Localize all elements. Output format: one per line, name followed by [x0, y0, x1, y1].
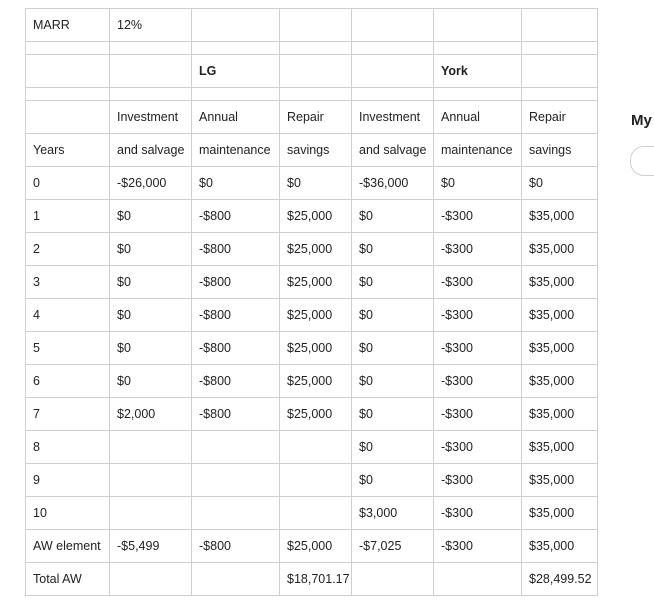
table-cell[interactable]: $35,000 — [522, 233, 598, 266]
table-cell[interactable]: $0 — [110, 365, 192, 398]
table-row — [26, 200, 598, 233]
empty-cell — [434, 88, 522, 101]
table-row — [26, 497, 598, 530]
table-cell[interactable]: -$300 — [434, 530, 522, 563]
table-row — [26, 365, 598, 398]
table-cell[interactable]: -$800 — [192, 365, 280, 398]
side-panel-button[interactable] — [630, 146, 654, 176]
table-row — [26, 233, 598, 266]
group-title-row — [26, 55, 598, 88]
table-cell[interactable]: $0 — [192, 167, 280, 200]
empty-cell — [110, 88, 192, 101]
empty-cell — [352, 42, 434, 55]
table-cell[interactable]: $35,000 — [522, 464, 598, 497]
table-cell[interactable]: $35,000 — [522, 200, 598, 233]
table-cell[interactable]: $0 — [352, 365, 434, 398]
empty-cell[interactable] — [192, 9, 280, 42]
table-cell[interactable]: $0 — [352, 233, 434, 266]
header-row-1 — [26, 101, 598, 134]
table-cell[interactable]: 2 — [26, 233, 110, 266]
table-cell[interactable]: -$300 — [434, 233, 522, 266]
side-panel-label: My — [631, 112, 652, 129]
table-cell[interactable]: $35,000 — [522, 365, 598, 398]
table-cell[interactable]: -$36,000 — [352, 167, 434, 200]
table-cell[interactable]: $28,499.52 — [522, 563, 598, 596]
table-cell[interactable]: $25,000 — [280, 266, 352, 299]
spreadsheet-table — [25, 8, 598, 596]
table-cell[interactable]: 8 — [26, 431, 110, 464]
table-cell[interactable] — [192, 497, 280, 530]
table-cell[interactable]: $35,000 — [522, 431, 598, 464]
table-cell[interactable]: $0 — [280, 167, 352, 200]
table-row — [26, 398, 598, 431]
table-cell[interactable]: -$800 — [192, 266, 280, 299]
york-group-title[interactable]: York — [434, 55, 522, 88]
table-cell[interactable]: $0 — [352, 266, 434, 299]
table-cell[interactable]: -$800 — [192, 530, 280, 563]
table-cell[interactable]: $18,701.17 — [280, 563, 352, 596]
table-cell[interactable]: 4 — [26, 299, 110, 332]
table-body — [26, 9, 598, 167]
table-cell[interactable]: $0 — [110, 200, 192, 233]
table-cell[interactable]: $25,000 — [280, 233, 352, 266]
header-cell[interactable]: Years — [26, 134, 110, 167]
empty-cell[interactable] — [352, 9, 434, 42]
marr-row — [26, 9, 598, 42]
table-cell[interactable]: -$300 — [434, 497, 522, 530]
table-cell[interactable]: -$800 — [192, 398, 280, 431]
empty-cell[interactable] — [280, 55, 352, 88]
table-cell[interactable]: -$800 — [192, 233, 280, 266]
table-cell[interactable]: $35,000 — [522, 497, 598, 530]
empty-cell — [434, 42, 522, 55]
table-cell[interactable]: -$300 — [434, 200, 522, 233]
empty-cell[interactable] — [352, 55, 434, 88]
header-cell[interactable]: Repair — [280, 101, 352, 134]
lg-group-title[interactable]: LG — [192, 55, 280, 88]
header-cell[interactable]: Repair — [522, 101, 598, 134]
empty-cell — [192, 42, 280, 55]
empty-cell — [110, 42, 192, 55]
table-cell[interactable]: $0 — [434, 167, 522, 200]
table-cell[interactable]: AW element — [26, 530, 110, 563]
table-row — [26, 464, 598, 497]
table-cell[interactable]: Total AW — [26, 563, 110, 596]
table-cell[interactable]: -$800 — [192, 332, 280, 365]
footer-text-fragment — [25, 590, 605, 602]
table-cell[interactable]: $0 — [352, 431, 434, 464]
table-cell[interactable]: -$300 — [434, 266, 522, 299]
table-cell[interactable]: -$26,000 — [110, 167, 192, 200]
table-cell[interactable]: $0 — [110, 299, 192, 332]
empty-cell — [26, 88, 110, 101]
table-cell[interactable] — [280, 497, 352, 530]
empty-cell — [26, 42, 110, 55]
empty-cell — [280, 42, 352, 55]
table-cell[interactable]: $3,000 — [352, 497, 434, 530]
header-cell[interactable]: Annual — [192, 101, 280, 134]
table-cell[interactable]: 1 — [26, 200, 110, 233]
table-row — [26, 167, 598, 200]
table-cell[interactable] — [110, 497, 192, 530]
table-cell[interactable]: -$300 — [434, 365, 522, 398]
marr-value-cell[interactable]: 12% — [110, 9, 192, 42]
table-cell[interactable]: 7 — [26, 398, 110, 431]
data-rows — [26, 167, 598, 596]
table-cell[interactable]: $25,000 — [280, 530, 352, 563]
empty-cell — [522, 88, 598, 101]
separator-row — [26, 88, 598, 101]
table-cell[interactable] — [192, 464, 280, 497]
table-cell[interactable]: $35,000 — [522, 266, 598, 299]
table-cell[interactable]: 6 — [26, 365, 110, 398]
table-cell[interactable]: $35,000 — [522, 530, 598, 563]
table-row — [26, 266, 598, 299]
header-cell[interactable]: maintenance — [434, 134, 522, 167]
table-cell[interactable]: $25,000 — [280, 200, 352, 233]
empty-cell[interactable] — [26, 55, 110, 88]
table-row — [26, 299, 598, 332]
table-cell[interactable]: $2,000 — [110, 398, 192, 431]
table-cell[interactable]: 9 — [26, 464, 110, 497]
table-cell[interactable]: $35,000 — [522, 299, 598, 332]
table-row — [26, 332, 598, 365]
empty-cell — [352, 88, 434, 101]
empty-cell — [280, 88, 352, 101]
table-cell[interactable]: $0 — [352, 464, 434, 497]
table-cell[interactable] — [280, 464, 352, 497]
header-cell[interactable]: Investment — [352, 101, 434, 134]
table-cell[interactable]: 5 — [26, 332, 110, 365]
table-cell[interactable]: -$300 — [434, 464, 522, 497]
table-cell[interactable]: $0 — [110, 332, 192, 365]
table-cell[interactable]: $35,000 — [522, 398, 598, 431]
table-cell[interactable]: $0 — [110, 233, 192, 266]
table-cell[interactable] — [110, 431, 192, 464]
table-cell[interactable]: -$800 — [192, 200, 280, 233]
table-cell[interactable]: -$5,499 — [110, 530, 192, 563]
table-cell[interactable]: 0 — [26, 167, 110, 200]
header-cell[interactable]: maintenance — [192, 134, 280, 167]
table-cell[interactable]: $0 — [352, 299, 434, 332]
header-cell[interactable]: and salvage — [352, 134, 434, 167]
table-row — [26, 530, 598, 563]
table-cell[interactable] — [192, 431, 280, 464]
table-cell[interactable]: -$300 — [434, 332, 522, 365]
header-cell[interactable]: savings — [280, 134, 352, 167]
empty-cell[interactable] — [434, 9, 522, 42]
table-cell[interactable]: $25,000 — [280, 398, 352, 431]
table-cell[interactable]: -$800 — [192, 299, 280, 332]
table-cell[interactable]: $25,000 — [280, 365, 352, 398]
empty-cell[interactable] — [280, 9, 352, 42]
table-cell[interactable]: $25,000 — [280, 299, 352, 332]
header-cell[interactable] — [26, 101, 110, 134]
separator-row — [26, 42, 598, 55]
empty-cell[interactable] — [522, 9, 598, 42]
empty-cell — [522, 42, 598, 55]
header-cell[interactable]: Investment — [110, 101, 192, 134]
marr-label-cell[interactable]: MARR — [26, 9, 110, 42]
table-cell[interactable]: -$300 — [434, 398, 522, 431]
header-cell[interactable]: savings — [522, 134, 598, 167]
table-cell[interactable] — [280, 431, 352, 464]
table-cell[interactable]: $0 — [352, 200, 434, 233]
table-cell[interactable]: $0 — [522, 167, 598, 200]
empty-cell — [192, 88, 280, 101]
table-cell[interactable]: -$7,025 — [352, 530, 434, 563]
empty-cell[interactable] — [522, 55, 598, 88]
table-cell[interactable]: -$300 — [434, 299, 522, 332]
empty-cell[interactable] — [110, 55, 192, 88]
table-row — [26, 431, 598, 464]
table-cell[interactable]: 10 — [26, 497, 110, 530]
table-cell[interactable]: $0 — [352, 332, 434, 365]
table-cell[interactable] — [110, 464, 192, 497]
header-cell[interactable]: and salvage — [110, 134, 192, 167]
table-cell[interactable]: $0 — [110, 266, 192, 299]
table-cell[interactable]: 3 — [26, 266, 110, 299]
header-row-2 — [26, 134, 598, 167]
table-cell[interactable]: $0 — [352, 398, 434, 431]
table-cell[interactable]: $25,000 — [280, 332, 352, 365]
table-cell[interactable]: -$300 — [434, 431, 522, 464]
header-cell[interactable]: Annual — [434, 101, 522, 134]
table-cell[interactable]: $35,000 — [522, 332, 598, 365]
